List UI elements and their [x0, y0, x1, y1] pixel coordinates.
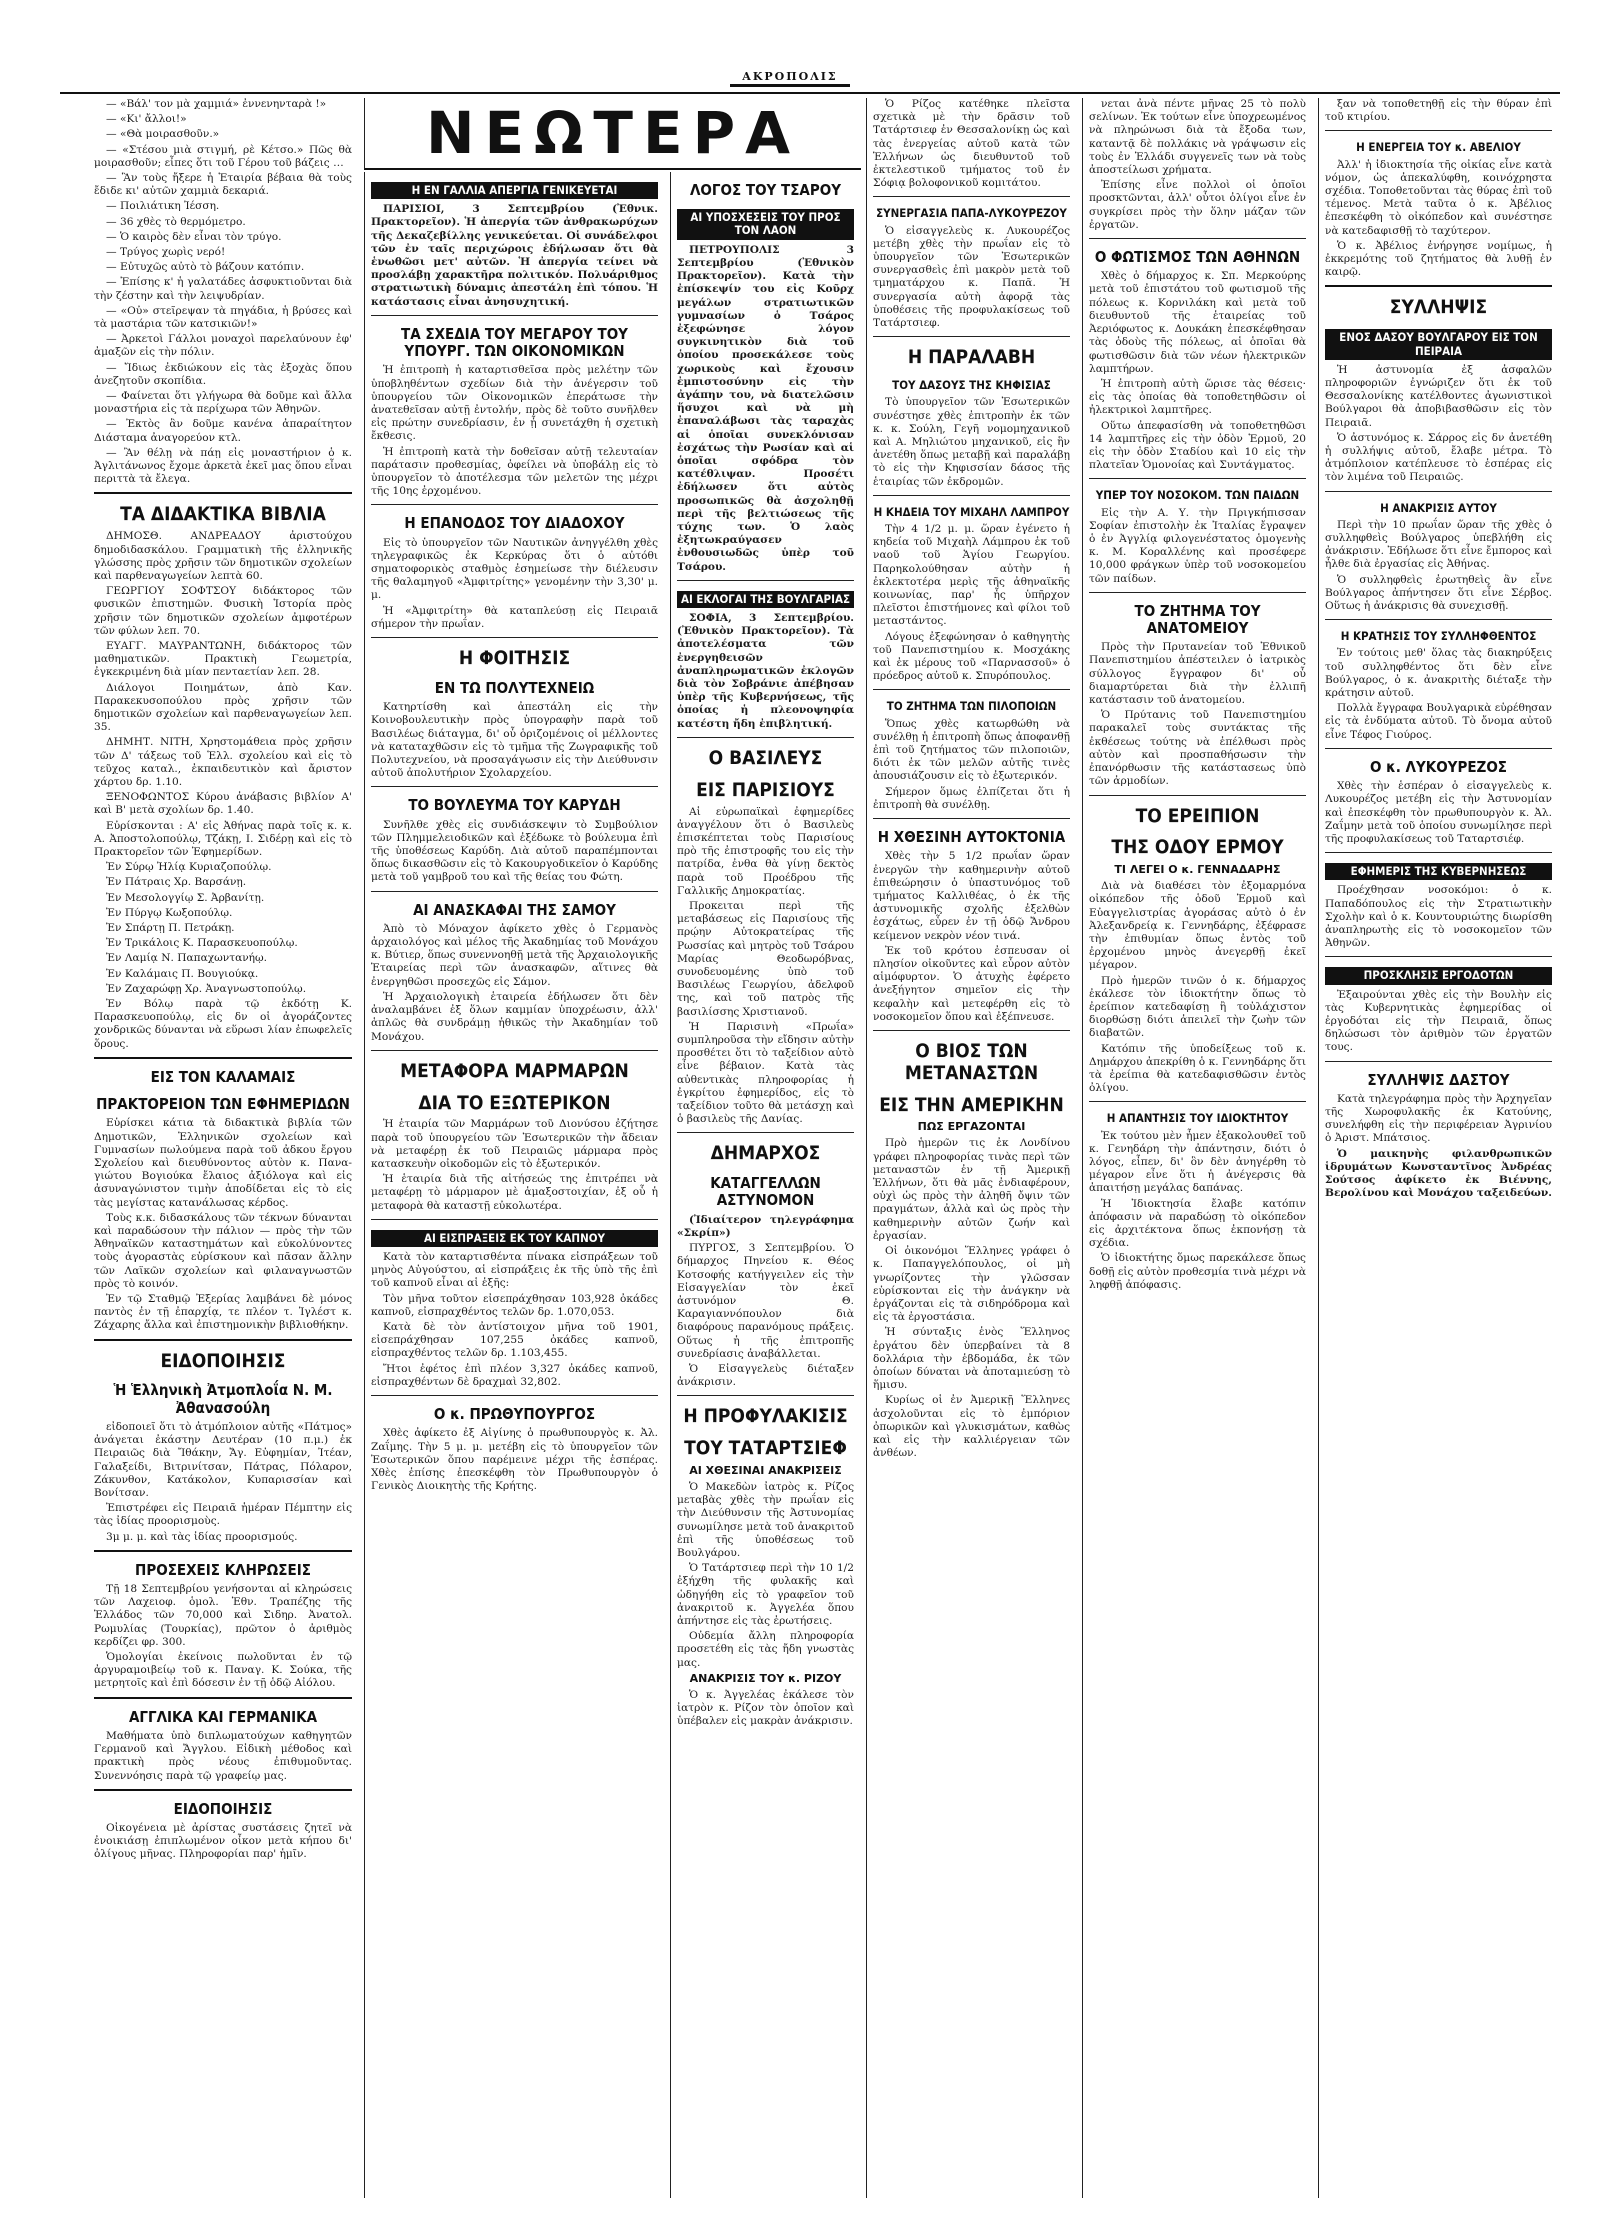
article-paragraph: Ἐν τῷ Σταθμῷ Ἐξερίας λαμβάνει δὲ μόνος παντὸς ἐν τῇ ἐπαρχίᾳ, τε πλέον τ. Ἰγλέστ κ. Ζάχαρης ἄλλα καὶ ἐπιστημονικὴν βιβλιοθήκην. — [94, 1292, 352, 1332]
section-rule — [677, 737, 854, 738]
section-rule — [1325, 1061, 1552, 1062]
article-paragraph: ΓΕΩΡΓΙΟΥ ΣΟΦΤΣΟΥ διδάκτορος τῶν φυσικῶν ἐπιστημῶν. Φυσικὴ Ἱστορία πρὸς χρῆσιν τῶν δημοτικῶν σχολείων ἀμφοτέρων τῶν φύλων λεπ. 70. — [94, 585, 352, 637]
headline-diadoxos: Η ΕΠΑΝΟΔΟΣ ΤΟΥ ΔΙΑΔΟΧΟΥ — [404, 514, 625, 533]
article-paragraph: Πρὸς τὴν Πρυτανείαν τοῦ Ἐθνικοῦ Πανεπιστημίου ἀπέστειλεν ὁ ἰατρικὸς σύλλογος ἔγγραφον δι' οὗ διαμαρτύρεται διὰ τὴν ἐλλιπῆ κατάστασιν τοῦ ἀνατομείου. — [1089, 641, 1306, 707]
article-paragraph: Ὁ εἰσαγγελεὺς κ. Λυκουρέζος μετέβη χθὲς τὴν πρωΐαν εἰς τὸ ὑπουργεῖον τῶν Ἐσωτερικῶν συνεργασθεὶς ἐπὶ μακρὸν μετὰ τοῦ τμηματάρχου κ. Παπᾶ. Ἡ συνεργασία αὐτὴ ἀφορᾷ τὰς ὑποθέσεις τῆς προφυλακίσεως τοῦ Τατάρτσιεφ. — [873, 224, 1070, 330]
article-paragraph: Ὅπως χθὲς κατωρθώθη νὰ συνέλθῃ ἡ ἐπιτροπὴ ὅπως ἀποφανθῇ ἐπὶ τοῦ ζητήματος τῶν πιλοποιῶν, διότι ἐκ τῶν μελῶν αὐτῆς τινὲς ἀπουσιάζουσιν εἰς τὸ ἐξωτερικόν. — [873, 717, 1070, 783]
section-rule — [371, 1395, 658, 1396]
article-paragraph: Διὰ νὰ διαθέσει τὸν ἐξομαρμόνα οἰκόπεδον τῆς ὁδοῦ Ἑρμοῦ καὶ Εὐαγγελιστρίας ἀγοράσας αὐτὸ ὁ ἐν Ἀλεξανδρείᾳ κ. Γεννηδάρης, ἐξέφρασε τὴν ἐπιθυμίαν ὅπως ἐντὸς τοῦ ἐρχομένου μηνὸς ἀνεγερθῇ ἐκεῖ μέγαρον. — [1089, 880, 1306, 972]
gossip-lines — [94, 98, 352, 486]
headline-tsaros: ΛΟΓΟΣ ΤΟΥ ΤΣΑΡΟΥ — [689, 181, 842, 199]
gossip-line: — Ἂν τοὺς ἤξερε ἡ Ἑταιρία βέβαια θὰ τοὺς ἔδιδε κι' αὐτῶν χαμμιὰ δεκαριά. — [94, 172, 352, 198]
column-6 — [1318, 98, 1558, 2198]
article-paragraph: Ἡ Ἀρχαιολογικὴ ἑταιρεία ἐδήλωσεν ὅτι δὲν ἀναλαμβάνει ἐξ ὅλων καμμίαν ὑποχρέωσιν, ἀλλ' ἁπλῶς θὰ συνδράμῃ ἠθικῶς τὴν Ἀκαδημίαν τοῦ Μονάχου. — [371, 990, 658, 1043]
article-paragraph: Ἡ Ἰδιοκτησία ἔλαβε κατόπιν ἀπόφασιν νὰ παραδώσῃ τὸ οἰκόπεδον εἰς ἀρχιτέκτονα ὅπως ἐκπονήσῃ τὰ σχέδια. — [1089, 1197, 1306, 1250]
section-rule — [371, 1050, 658, 1051]
article-paragraph: Ὁ μαικηνὴς φιλανθρωπικῶν ἱδρυμάτων Κωνσταντῖνος Ἀνδρέας Σούτσος ἀφίκετο ἐκ Βιέννης, Βερολίνου καὶ Μονάχου ταξειδεύων. — [1325, 1147, 1552, 1200]
article-paragraph: 3μ μ. μ. καὶ τὰς ἰδίας προορισμούς. — [106, 1530, 298, 1543]
section-rule — [94, 1789, 352, 1791]
headline-lykourezos: Ο κ. ΛΥΚΟΥΡΕΖΟΣ — [1369, 757, 1508, 776]
headline-aftoktonia: Η ΧΘΕΣΙΝΗ ΑΥΤΟΚΤΟΝΙΑ — [877, 828, 1066, 847]
section-rule — [1089, 1101, 1306, 1102]
article-paragraph: Τὴν 4 1/2 μ. μ. ὥραν ἐγένετο ἡ κηδεία τοῦ Μιχαὴλ Λάμπρου ἐκ τοῦ ναοῦ τοῦ Ἁγίου Γεωργίου. Παρηκολούθησαν αὐτὴν ἡ ἐκλεκτοτέρα μερὶς τῆς ἀθηναϊκῆς κοινωνίας, παρ' ἧς ὑπῆρχον πλεῖστοι ἐπιστήμονες καὶ φίλοι τοῦ μεταστάντος. — [873, 522, 1070, 628]
article-paragraph: Ἐκ τοῦ κρότου ἐσπευσαν οἱ πλησίον οἰκοῦντες καὶ εὗρον αὐτὸν αἱμόφυρτον. Ὁ ἀτυχὴς ἐφέρετο ἀνεξήγητον σημεῖον εἰς τὴν κεφαλὴν καὶ μετεφέρθη εἰς τὸ νοσοκομεῖον ὅπου καὶ ἐξέπνευσε. — [873, 944, 1070, 1023]
headline-fotismos: Ο ΦΩΤΙΣΜΟΣ ΤΩΝ ΑΘΗΝΩΝ — [1094, 248, 1301, 267]
gossip-line: — Ἐπίσης κ' ἡ γαλατάδες ἀσφυκτιοῦνται διὰ τὴν ζέστην καὶ τὴν λειψυδρίαν. — [94, 276, 352, 302]
section-rule — [1325, 491, 1552, 492]
headline-dimarxos-sub: ΚΑΤΑΓΓΕΛΛΩΝ ΑΣΤΥΝΟΜΟΝ — [710, 1174, 821, 1210]
article-paragraph: ΠΑΡΙΣΙΟΙ, 3 Σεπτεμβρίου (Ἐθνικ. Πρακτορεῖον). Ἡ ἀπεργία τῶν ἀνθρακωρύχων τῆς Δεκαζεβίλλης γενικεύεται. Οἱ συνάδελφοι τῶν ἐν ταῖς περιχώροις ἐδήλωσαν ὅτι θὰ ἑνωθῶσι μετ' αὐτῶν. Ἡ ἀπεργία τείνει νὰ προσλάβῃ χαρακτῆρα πολιτικόν. Πολυάριθμος στρατιωτικὴ δύναμις ἀπεστάλη ἐπὶ τόπου. Ἡ κατάστασις εἶναι ἀνησυχητική. — [371, 203, 658, 308]
article-paragraph: Εἰς τὴν Α. Υ. τὴν Πριγκήπισσαν Σοφίαν ἐπιστολὴν ἐκ Ἰταλίας ἔγραψεν ὁ ἐν Ἀγγλίᾳ φιλογενέστατος ὁμογενὴς κ. Μ. Κοραλλένης καὶ προσέφερε 10,000 φράγκων ὑπὲρ τοῦ νοσοκομείου τῶν παίδων. — [1089, 506, 1306, 585]
article-paragraph: Ὁ συλληφθεὶς ἐρωτηθεὶς ἂν εἶνε Βούλγαρος ἀπήντησεν ὅτι εἶνε Σέρβος. Οὕτως ἡ ἀνάκρισις θὰ συνεχισθῇ. — [1325, 573, 1552, 612]
article-paragraph: Ἡ ἑταιρία τῶν Μαρμάρων τοῦ Διονύσου ἐζήτησε παρὰ τοῦ ὑπουργείου τῶν Ἐσωτερικῶν τὴν ἄδειαν νὰ μεταφέρῃ ἐκ τοῦ Πειραιῶς μάρμαρα πρὸς κατασκευὴν οἰκοδομῶν εἰς τὸ ἐξωτερικόν. — [371, 1118, 658, 1170]
section-rule — [1325, 852, 1552, 853]
article-paragraph: Ἐν Σπάρτῃ Π. Πετράκῃ. — [106, 922, 235, 935]
article-paragraph: Ὁ κ. Ἀβέλιος ἐνήργησε νομίμως, ἡ ἐκκρεμότης τοῦ ζητήματος θὰ λυθῇ ἐν καιρῷ. — [1325, 239, 1552, 279]
article-paragraph: Ἡ ἐπιτροπὴ αὐτὴ ὥρισε τὰς θέσεις· εἰς τὰς ὁποίας θὰ τοποθετηθῶσιν οἱ ἠλεκτρικοὶ λαμπτῆρες. — [1089, 377, 1306, 417]
gossip-line: — Ποιλιάτικη Ἰέσση. — [106, 200, 220, 213]
article-paragraph: Ὁ κ. Ἀγγελέας ἐκάλεσε τὸν ἰατρὸν κ. Ρίζον τὸν ὁποῖον καὶ ὑπέβαλεν εἰς μακρὰν ἀνάκρισιν. — [677, 1688, 854, 1728]
article-paragraph: Τοὺς κ.κ. διδασκάλους τῶν τέκνων δύνανται καὶ παραδώσουν τὴν πάλιον — πρὸς τὴν τῶν Ἀθηναϊκῶν καταστημάτων καὶ εὐκολύνοντες τοὺς ἀγοραστὰς εὑρίσκουν καὶ πᾶσαν ἄλλην τῶν Λαϊκῶν σχολείων καὶ φιλαναγνωστῶν πρὸς τὸ κοινόν. — [94, 1211, 352, 1290]
article-paragraph: Οἰκογένεια μὲ ἀρίστας συστάσεις ζητεῖ νὰ ἐνοικιάσῃ ἐπιπλωμένον οἶκον μετὰ κήπου δι' ὀλίγους μῆνας. Πληροφορίαι παρ' ἡμῖν. — [94, 1821, 352, 1861]
article-paragraph: Εὐρίσκονται : Α' εἰς Ἀθήνας παρὰ τοῖς κ. κ. Α. Ἀποστολοπούλῳ, Τζάκῃ, Ι. Σιδέρῃ καὶ εἰς τὸ Πρακτορεῖον τῶν Ἐφημερίδων. — [94, 819, 352, 858]
subheadline: ΑΝΑΚΡΙΣΙΣ ΤΟΥ κ. ΡΙΖΟΥ — [689, 1671, 842, 1685]
headline-apantisis: Η ΑΠΑΝΤΗΣΙΣ ΤΟΥ ΙΔΙΟΚΤΗΤΟΥ — [1106, 1111, 1289, 1126]
article-paragraph: Λόγους ἐξεφώνησαν ὁ καθηγητὴς τοῦ Πανεπιστημίου κ. Μοσχάκης καὶ ἐκ μέρους τοῦ «Παρνασσοῦ» ὁ πρόεδρος αὐτοῦ κ. Σπυρόπουλος. — [873, 630, 1070, 683]
article-paragraph: Ἐν Σύρῳ Ἠλίᾳ Κυριαζοπούλῳ. — [106, 861, 272, 874]
headline-eidopoiisis: ΕΙΔΟΠΟΙΗΣΙΣ — [160, 1349, 286, 1372]
section-rule — [677, 580, 854, 581]
article-paragraph: Ἀλλ' ἡ ἰδιοκτησία τῆς οἰκίας εἶνε κατὰ νόμον, ὡς ἀπεκαλύφθη, κοινόχρηστα σχέδια. Τοποθετοῦνται τὰς θύρας ἐπὶ τοῦ τέμενος. Μετὰ ταῦτα ὁ κ. Ἀβέλιος ἐπεσκέφθη τὸ οἰκόπεδον καὶ συνέστησε νὰ κατεδαφισθῇ τὸ ταχύτερον. — [1325, 158, 1552, 237]
gossip-line: — Ὁ καιρὸς δὲν εἶναι τὸν τρύγο. — [106, 230, 282, 243]
article-paragraph: Ἐν Ζαχαρώφῃ Χρ. Ἀναγνωστοπούλῳ. — [106, 982, 307, 995]
section-rule — [371, 786, 658, 787]
headline-profylaxis: Η ΠΡΟΦΥΛΑΚΙΣΙΣ — [683, 1405, 848, 1428]
gossip-line: — Ἂν θέλῃ νὰ πάῃ εἰς μοναστήριον ὁ κ. Ἀγλιτάνωνος ἔχομε ἀρκετὰ ἐκεῖ μας ὅπου εἶναι περιττὰ τὰ ἔλεγα. — [94, 446, 352, 486]
article-paragraph: Ὁ Τατάρτσιεφ περὶ τὴν 10 1/2 ἐξήχθη τῆς φυλακῆς καὶ ὡδηγήθη εἰς τὸ γραφεῖον τοῦ ἀνακριτοῦ κ. Ἀγγελέα ὅπου ἀπήντησε εἰς τὰς ἐρωτήσεις. — [677, 1562, 854, 1628]
headline-ereipion: ΤΟ ΕΡΕΙΠΙΟΝ — [1135, 804, 1260, 827]
article-paragraph: Ὁ ἀστυνόμος κ. Σάρρος εἰς δν ἀνετέθη ἡ συλλήψις αὐτοῦ, ἔλαβε μέτρα. Τὸ ἀτμόπλοιον κατέπλευσε τὸ ἑσπέρας εἰς τὸν λιμένα τοῦ Πειραιῶς. — [1325, 431, 1552, 484]
article-paragraph: ΠΕΤΡΟΥΠΟΛΙΣ 3 Σεπτεμβρίου (Ἐθνικὸν Πρακτορεῖον). Κατὰ τὴν ἐπίσκεψίν του εἰς Κοῦρχ μεγάλων στρατιωτικῶν γυμνασίων ὁ Τσάρος ἐξεφώνησε λόγον συγκινητικὸν διὰ τοῦ ὁποίου προσεκάλεσε τοὺς χωρικοὺς καὶ ἔχουσιν ἐμπιστοσύνην εἰς τὴν ἀγάπην του, νὰ διατελῶσιν ἥσυχοι καὶ νὰ μὴ ἐπαναλάβωσι τὰς ταραχὰς αἱ ὁποῖαι συνεκλόνισαν ἐσχάτως τὴν Ρωσίαν καὶ αἱ ὁποῖαι σφόδρα τὸν κατέθλιψαν. Προσέτι ἐδήλωσεν ὅτι αὐτὸς προσωπικῶς θὰ ἀσχοληθῇ περὶ τῆς βελτιώσεως τῆς τύχης των. Ὁ λαὸς ἐξητωκραύγασεν ἐνθουσιωδῶς ὑπὲρ τοῦ Τσάρου. — [677, 243, 854, 573]
article-paragraph: Πρὸ ἡμερῶν τις ἐκ Λονδίνου γράφει πληροφορίας τινὰς περὶ τῶν μεταναστῶν ἐν τῇ Ἀμερικῇ Ἑλλήνων, ὅτι θὰ μᾶς ἐνδιαφέρουν, οὐχὶ ὡς πρὸς τὴν ἀληθῆ ὄψιν τῶν πραγμάτων, ἀλλὰ καὶ ὡς πρὸς τὴν καθημερινὴν αὐτῶν ζωήν καὶ ἐργασίαν. — [873, 1137, 1070, 1242]
section-rule — [94, 1550, 352, 1552]
gossip-line: — 36 χθὲς τὸ θερμόμετρο. — [106, 215, 246, 228]
section-rule — [371, 504, 658, 505]
column-5 — [1082, 98, 1312, 2198]
gossip-line: — Εὐτυχῶς αὐτὸ τὸ βάζουν κατόπιν. — [106, 261, 305, 274]
headline-paralavi-sub: ΤΟΥ ΔΑΣΟΥΣ ΤΗΣ ΚΗΦΙΣΙΑΣ — [892, 378, 1051, 393]
article-paragraph: Ἐπίσης εἶνε πολλοὶ οἱ ὁποῖοι προσκτῶνται, ἀλλ' οὗτοι ὀλίγοι εἶνε ἐν συγκρίσει πρὸς τὴν ὅλην μάζαν τῶν ἐργατῶν. — [1089, 179, 1306, 231]
section-rule — [1089, 478, 1306, 479]
headline-kaloriseis: ΠΡΟΣΕΧΕΙΣ ΚΛΗΡΩΣΕΙΣ — [135, 1560, 311, 1579]
subheadline: ΑΙ ΧΘΕΣΙΝΑΙ ΑΝΑΚΡΙΣΕΙΣ — [689, 1464, 842, 1478]
headline-ergodotwn: ΠΡΟΣΚΛΗΣΙΣ ΕΡΓΟΔΟΤΩΝ — [1325, 967, 1552, 984]
section-rule — [1325, 619, 1552, 620]
article-paragraph: Ἐξαιρούνται χθὲς εἰς τὴν Βουλὴν εἰς τὰς Κυβερνητικὰς ἐφημερίδας οἱ ἐργοδόται εἰς τὴν Πειραιᾶ, ὅπως δηλώσωσι τὸν ἀριθμὸν τῶν ἐργατῶν τους. — [1325, 988, 1552, 1054]
article-paragraph: Χθὲς τὴν ἑσπέραν ὁ εἰσαγγελεὺς κ. Λυκουρέζος μετέβη εἰς τὴν Ἀστυνομίαν καὶ ἐπεσκέφθη τὸν πρωθυπουργὸν κ. Ἀλ. Ζαΐμην μετὰ τοῦ ὁποίου συνωμίλησε περὶ τῆς προφυλακίσεως τοῦ Ταταρτσιέφ. — [1325, 780, 1552, 845]
article-paragraph: Οὕτω ἀπεφασίσθη νὰ τοποθετηθῶσι 14 λαμπτῆρες εἰς τὴν ὁδὸν Ἑρμοῦ, 20 εἰς τὴν ὁδὸν Σταδίου καὶ 10 εἰς τὴν πλατεῖαν Ὁμονοίας καὶ Συντάγματος. — [1089, 419, 1306, 472]
headline-marmara: ΜΕΤΑΦΟΡΑ ΜΑΡΜΑΡΩΝ — [400, 1059, 629, 1082]
headline-kalamai: ΕΙΣ ΤΟΝ ΚΑΛΑΜΑΙΣ — [150, 1067, 296, 1086]
article-paragraph: Τὸν μῆνα τοῦτον εἰσεπράχθησαν 103,928 ὀκάδες καπνοῦ, εἰσπραχθέντος τελῶν δρ. 1.070,053. — [371, 1292, 658, 1318]
headline-dimarxos: ΔΗΜΑΡΧΟΣ — [710, 1142, 821, 1165]
headline-vasilefs: Ο ΒΑΣΙΛΕΥΣ — [708, 746, 823, 769]
article-paragraph: εἰδοποιεῖ ὅτι τὸ ἀτμόπλοιον αὐτῆς «Πάτμος» ἀνάγεται ἐκάστην Δευτέραν (10 π.μ.) ἐκ Πειραιῶς διὰ Ἴθάκην, Ἄγ. Εὐφημίαν, Ἰτέαν, Γαλαξείδι, Βιτρινίτσαν, Πάτρας, Πόλαρον, Ζάκυνθον, Κατάκολον, Κυπαρισσίαν καὶ Βονίτσαν. — [94, 1420, 352, 1499]
article-paragraph: ξαν νὰ τοποθετηθῇ εἰς τὴν θύραν ἐπὶ τοῦ κτιρίου. — [1325, 98, 1552, 124]
column-2 — [364, 172, 664, 2198]
article-paragraph: ΠΥΡΓΟΣ, 3 Σεπτεμβρίου. Ὁ δήμαρχος Πηνείου κ. Θέος Κοτσοφής κατήγγειλεν εἰς τὴν Εἰσαγγελίαν τὸν ἐκεῖ ἀστυνόμον Θ. Καραγιαννόπουλον διὰ διαφόρους παρανόμους πράξεις. Οὕτως ἡ τῆς ἐπιτροπῆς συνεδρίασις ἀναβάλλεται. — [677, 1242, 854, 1360]
section-rule — [677, 1395, 854, 1396]
article-paragraph: Ἡ ἐπιτροπὴ ἡ καταρτισθεῖσα πρὸς μελέτην τῶν ὑποβληθέντων σχεδίων διὰ τὴν ἀνέγερσιν τοῦ ὑπουργείου τῶν Οἰκονομικῶν ἐπεράτωσε τὴν ἀνατεθεῖσαν αὐτῇ ἐντολήν, πρὸς δὲ τοῦτο συνῆλθεν εἰς πρώτην συνεδρίασιν, ἐν ᾗ συνετάχθη ἡ σχετικὴ ἔκθεσις. — [371, 364, 658, 443]
article-paragraph: Ἡ Παρισινὴ «Πρωΐα» συμπληροῦσα τὴν εἴδησιν αὐτὴν προσθέτει ὅτι τὸ ταξείδιον αὐτὸ εἶνε βέβαιον. Κατὰ τὰς αὐθεντικὰς πληροφορίας ἡ ἐγκρίτου ἐφημερίδος, εἰς τὸ ταξείδιον τοῦτο θὰ μετάσχῃ καὶ ὁ βασιλεὺς τῆς Δανίας. — [677, 1020, 854, 1126]
section-rule — [371, 891, 658, 892]
headline-vasilefs-sub: ΕΙΣ ΠΑΡΙΣΙΟΥΣ — [696, 778, 835, 801]
section-rule — [873, 818, 1070, 819]
section-rule — [94, 1057, 352, 1059]
subheadline: ΤΙ ΛΕΓΕΙ Ο κ. ΓΕΝΝΑΔΑΡΗΣ — [1114, 863, 1281, 877]
headline-energeia: Η ΕΝΕΡΓΕΙΑ ΤΟΥ κ. ΑΒΕΛΙΟΥ — [1356, 140, 1521, 155]
section-rule — [1089, 592, 1306, 593]
headline-samos: ΑΙ ΑΝΑΣΚΑΦΑΙ ΤΗΣ ΣΑΜΟΥ — [413, 900, 616, 919]
article-paragraph: Κυρίως οἱ ἐν Ἀμερικῇ Ἕλληνες ἀσχολοῦνται εἰς τὸ ἐμπόριον ὀπωρικῶν καὶ γλυκισμάτων, καθὼς καὶ εἰς τὴν καλλιέργειαν τῶν ἀνθέων. — [873, 1394, 1070, 1460]
article-paragraph: ΣΟΦΙΑ, 3 Σεπτεμβρίου. (Ἐθνικὸν Πρακτορεῖον). Τὰ ἀποτελέσματα τῶν ἐνεργηθεισῶν ἀναπληρωματικῶν ἐκλογῶν διὰ τὸν Σοβράνιε ἀπέβησαν ὑπὲρ τῆς Κυβερνήσεως, τῆς ὁποίας ἡ πλεονοψηφία κατέστη ἤδη ἐπιβλητική. — [677, 611, 854, 730]
headline-kiideia: Η ΚΗΔΕΙΑ ΤΟΥ ΜΙΧΑΗΛ ΛΑΜΠΡΟΥ — [873, 504, 1070, 519]
headline-megaron: ΤΑ ΣΧΕΔΙΑ ΤΟΥ ΜΕΓΑΡΟΥ ΤΟΥ ΥΠΟΥΡΓ. ΤΩΝ ΟΙΚΟΝΟΜΙΚΩΝ — [401, 324, 628, 361]
gossip-line: — «Θὰ μοιρασθοῦν.» — [106, 128, 220, 141]
headline-metanastai-sub: ΕΙΣ ΤΗΝ ΑΜΕΡΙΚΗΝ — [879, 1093, 1064, 1116]
section-rule — [1325, 956, 1552, 957]
article-paragraph: Ἐν Πάτραις Χρ. Βαρσάνῃ. — [106, 876, 247, 889]
headline-synergasia: ΣΥΝΕΡΓΑΣΙΑ ΠΑΠΑ-ΛΥΚΟΥΡΕΖΟΥ — [876, 206, 1067, 221]
gossip-line: — «Κι' ἄλλοι!» — [106, 113, 187, 126]
article-paragraph: ΔΗΜΗΤ. ΝΙΤΗ, Χρηστομάθεια πρὸς χρῆσιν τῶν Δ' τάξεως τοῦ Ἑλλ. σχολείου καὶ εἰς τὸ τεῦχος καταλ., ἐκπαιδευτικὸν καὶ ἄριστον χάρτου δρ. 1.10. — [94, 736, 352, 788]
gossip-line: — Ἐκτὸς ἂν δοῦμε κανένα ἀπαραίτητον Διάσταμα ἀναγορεύον κτλ. — [94, 418, 352, 444]
headline-kratisis: Η ΚΡΑΤΗΣΙΣ ΤΟΥ ΣΥΛΛΗΦΘΕΝΤΟΣ — [1340, 629, 1537, 644]
section-rule — [1325, 285, 1552, 287]
article-paragraph: Ἐν Καλάμαις Π. Βουγιούκᾳ. — [106, 967, 259, 980]
article-paragraph: Ἡ «Ἀμφιτρίτη» θὰ καταπλεύσῃ εἰς Πειραιᾶ σήμερον τὴν πρωΐαν. — [371, 604, 658, 630]
gossip-line: — Φαίνεται ὅτι γλήγωρα θὰ δοῦμε καὶ ἄλλα μοναστήρια εἰς τὰ περίχωρα τῶν Ἀθηνῶν. — [94, 390, 352, 416]
article-paragraph: Αἱ εὐρωπαϊκαὶ ἐφημερίδες ἀναγγέλουν ὅτι ὁ Βασιλεὺς ἐπισκέπτεται τοὺς Παρισίους πρὸ τῆς ἐπιστροφῆς του εἰς τὴν πατρίδα, ἐνθα θὰ γίνῃ δεκτὸς παρὰ τοῦ Προέδρου τῆς Γαλλικῆς Δημοκρατίας. — [677, 805, 854, 897]
article-paragraph: Χθὲς ἀφίκετο ἐξ Αἰγίνης ὁ πρωθυπουργὸς κ. Ἀλ. Ζαΐμης. Τὴν 5 μ. μ. μετέβη εἰς τὸ ὑπουργεῖον τῶν Ἐσωτερικῶν ὅπου παρέμεινε μέχρι τῆς ἑσπέρας. Χθὲς ἐπίσης ἐπεσκέφθη τὸν Πρωθυπουργὸν ὁ Γενικὸς Διοικητὴς τῆς Κρήτης. — [371, 1427, 658, 1493]
section-rule — [1325, 130, 1552, 131]
article-paragraph: Κατὰ τηλεγράφημα πρὸς τὴν Ἀρχηγεῖαν τῆς Χωροφυλακῆς ἐκ Κατούνης, συνελήφθη εἰς τὴν περιφέρειαν Ἀγρινίου ὁ Ἀριστ. Μπάτσιος. — [1325, 1092, 1552, 1145]
section-rule — [873, 196, 1070, 197]
article-paragraph: Προκειται περὶ τῆς μεταβάσεως εἰς Παρισίους τῆς πρῴην Αὐτοκρατείρας τῆς Ρωσσίας καὶ μητρὸς τοῦ Τσάρου Μαρίας Θεοδωρόβνας, συνοδευομένης ὑπὸ τοῦ Βασιλέως Γεωργίου, ἀδελφοῦ της, καὶ τοῦ πατρὸς τῆς βασιλίσσης Χριστιανοῦ. — [677, 899, 854, 1018]
headline-atmoploia: Ἡ Ἑλληνικὴ Ἀτμοπλοΐα Ν. Μ. Ἀθανασούλη — [113, 1381, 333, 1417]
section-rule — [94, 1697, 352, 1699]
article-paragraph: Ὁ Πρύτανις τοῦ Πανεπιστημίου παρακαλεῖ τοὺς συντάκτας τῆς ἐκθέσεως τούτης νὰ ἐπέλθωσι πρὸς αὐτὸν καὶ προσπαθήσωσιν τὴν ἐπανόρθωσιν τῆς κατάστασεως ὑπὸ τῶν ἀρμοδίων. — [1089, 709, 1306, 788]
section-rule — [873, 689, 1070, 690]
article-paragraph: Εὑρίσκει κάτια τὰ διδακτικὰ βιβλία τῶν Δημοτικῶν, Ἑλληνικῶν σχολείων καὶ Γυμνασίων πωλούμενα παρὰ τοῦ ἀδκου ἔργου Σχολείου καὶ διευθύνοντος αὐτὸν κ. Πανα- γιώτου Βογιούκα ἔλαιος ἀξιόλογα καὶ εἰς ἀσυναγώνιστον τιμὴν ἀποδίδεται εἰς τὸ εἰς τὰς μεγίστας κατανάλωσας κέρδος. — [94, 1117, 352, 1209]
article-paragraph: (Ἰδιαίτερον τηλεγράφημα «Σκρίπ») — [677, 1213, 854, 1239]
article-paragraph: Ἐν τούτοις μεθ' ὅλας τὰς διακηρύξεις τοῦ συλληφθέντος ὅτι δὲν εἶνε Βούλγαρος, ὁ κ. ἀνακριτὴς διέταξε τὴν κράτησιν αὐτοῦ. — [1325, 647, 1552, 700]
article-paragraph: Ἡ ἀστυνομία ἐξ ἀσφαλῶν πληροφοριῶν ἐγνώριζεν ὅτι ἐκ τοῦ Θεσσαλονίκης κατέλθοντες ἀγωνιστικοὶ Βούλγαροι θὰ ἀποβιβασθῶσιν εἰς τὸν Πειραιᾶ. — [1325, 363, 1552, 429]
section-rule — [371, 637, 658, 638]
section-rule — [1089, 238, 1306, 239]
article-paragraph: Ἐν Τρικάλοις Κ. Παρασκευοπούλῳ. — [106, 937, 298, 950]
column-4 — [866, 98, 1076, 2198]
article-paragraph: νεται ἀνὰ πέντε μῆνας 25 τὸ πολὺ σελίνων. Ἐκ τούτων εἶνε ὑποχρεωμένος νὰ πληρώνωσι διὰ τὰ ἔξοδα των, καταντᾷ δὲ πολλάκις νὰ γράψωσιν εἰς τοὺς ἐν Ἑλλάδι συγγενεῖς των νὰ τοὺς ἀποστείλωσι χρήματα. — [1089, 98, 1306, 177]
article-paragraph: Ἐν Πύργῳ Κωξοπούλῳ. — [106, 906, 233, 919]
headline-kyverniseos: ΕΦΗΜΕΡΙΣ ΤΗΣ ΚΥΒΕΡΝΗΣΕΩΣ — [1325, 863, 1552, 880]
article-paragraph: Κατὰ τὸν καταρτισθέντα πίνακα εἰσπράξεων τοῦ μηνὸς Αὐγούστου, αἱ εἰσπράξεις ἐκ τῆς ὑπὸ τῆς ἐπὶ τοῦ καπνοῦ εἶναι αἱ ἑξῆς: — [371, 1251, 658, 1290]
article-paragraph: Συνῆλθε χθὲς εἰς συνδιάσκεψιν τὸ Συμβούλιον τῶν Πλημμελειοδικῶν καὶ ἐξέδωκε τὸ βούλευμα ἐπὶ τῆς ὑποθέσεως Καρύδη. Διὰ αὐτοῦ παραπέμπονται ὅπως δικασθῶσιν εἰς τὸ Κακουργοδικεῖον ὁ Καρύδης μετὰ τοῦ γαμβροῦ του καὶ τῆς θείας του Φώτη. — [371, 818, 658, 884]
column-3 — [670, 172, 860, 2198]
headline-tsaros-sub: ΑΙ ΥΠΟΣΧΕΣΕΙΣ ΤΟΥ ΠΡΟΣ ΤΟΝ ΛΑΟΝ — [677, 209, 854, 239]
article-paragraph: Εἰς τὸ ὑπουργεῖον τῶν Ναυτικῶν ἀνηγγέλθη χθὲς τηλεγραφικῶς ἐκ Κερκύρας ὅτι ὁ αὐτόθι σηματοφορικὸς σταθμὸς ἐσημείωσε τὴν διέλευσιν τῆς θαλαμηγοῦ «Ἀμφιτρίτης» γενομένην τὴν 3,30' μ. μ. — [371, 536, 658, 602]
section-rule — [94, 492, 352, 494]
article-paragraph: Ἐν Μεσολογγίῳ Σ. Ἀρβανίτῃ. — [106, 891, 265, 904]
section-logo: ΝΕΩΤΕΡΑ — [425, 99, 801, 167]
section-rule — [371, 1219, 658, 1220]
subheadline: ΠΩΣ ΕΡΓΑΖΟΝΤΑΙ — [917, 1120, 1026, 1134]
article-paragraph: Τῇ 18 Σεπτεμβρίου γενήσονται αἱ κληρώσεις τῶν Λαχειοφ. ὁμολ. Ἐθν. Τραπέζης τῆς Ἑλλάδος τῶν 70,000 καὶ Σιδηρ. Ἀνατολ. Ρωμυλίας (Τουρκίας), πρῶτον ὁ ἀριθμὸς κερδίζει φρ. 300. — [94, 1583, 352, 1648]
article-paragraph: Σήμερον ὅμως ἐλπίζεται ὅτι ἡ ἐπιτροπὴ θὰ συνέλθῃ. — [873, 785, 1070, 811]
headline-protothipourgos: Ο κ. ΠΡΩΘΥΠΟΥΡΓΟΣ — [433, 1405, 596, 1424]
article-paragraph: Ὁ Μακεδὼν ἰατρὸς κ. Ρίζος μεταβὰς χθὲς τὴν πρωΐαν εἰς τὴν Διεύθυνσιν τῆς Ἀστυνομίας συνωμίλησε μετὰ τοῦ ἀνακριτοῦ ἐπὶ τῆς ὑποθέσεως τοῦ Βουλγάρου. — [677, 1481, 854, 1560]
header-rule — [60, 92, 1560, 94]
section-rule — [1325, 748, 1552, 749]
section-rule — [873, 336, 1070, 337]
section-rule — [873, 495, 1070, 496]
article-paragraph: Πρὸ ἡμερῶν τινῶν ὁ κ. δήμαρχος ἐκάλεσε τὸν ἰδιοκτήτην ὅπως τὸ ἐρείπιον κατεδαφίσῃ ἢ τοὐλάχιστον διορθώσῃ διότι ἀπειλεῖ τὴν ζωὴν τῶν διαβατῶν. — [1089, 974, 1306, 1040]
article-paragraph: Ἡ ἑταιρία διὰ τῆς αἰτήσεώς της ἐπιτρέπει νὰ μεταφέρῃ τὸ μάρμαρον μὲ ἁμαξοστοιχίαν, ἐξ οὗ ἡ μεταφορὰ θὰ καταστῇ εὐκολωτέρα. — [371, 1173, 658, 1212]
article-paragraph: Διάλογοι Ποιημάτων, ἀπὸ Καν. Παρακεκυσοπούλου πρὸς χρῆσιν τῶν δημοτικῶν σχολείων καὶ παρθεναγωγείων λεπ. 35. — [94, 681, 352, 734]
headline-profylaxis-sub: ΤΟΥ ΤΑΤΑΡΤΣΙΕΦ — [684, 1437, 847, 1460]
article-paragraph: ΞΕΝΟΦΩΝΤΟΣ Κύρου ἀνάβασις βιβλίον Α' καὶ Β' μετὰ σχολίων δρ. 1.40. — [94, 791, 352, 817]
headline-aggliaka: ΑΓΓΛΙΚΑ ΚΑΙ ΓΕΡΜΑΝΙΚΑ — [128, 1707, 318, 1726]
gossip-line: — Τρύγος χωρὶς νερό! — [106, 246, 226, 259]
headline-anakrisis: Η ΑΝΑΚΡΙΣΙΣ ΑΥΤΟΥ — [1380, 500, 1497, 515]
headline-ereipion-sub: ΤΗΣ ΟΔΟΥ ΕΡΜΟΥ — [1111, 836, 1284, 859]
headline-anatomeiou: ΤΟ ΖΗΤΗΜΑ ΤΟΥ ΑΝΑΤΟΜΕΙΟΥ — [1134, 601, 1261, 638]
headline-nosokomeio: ΥΠΕΡ ΤΟΥ ΝΟΣΟΚΟΜ. ΤΩΝ ΠΑΙΔΩΝ — [1095, 488, 1300, 503]
article-paragraph: Πολλὰ ἔγγραφα Βουλγαρικὰ εὑρέθησαν εἰς τὰ ἐνδύματα αὐτοῦ. Τὸ ὄνομα αὐτοῦ εἶνε Τέφος Γιούρος. — [1325, 702, 1552, 741]
gossip-line: — Ἀρκετοὶ Γάλλοι μοναχοὶ παρελαύνουν ἐφ' ἀμαξῶν εἰς τὴν πόλιν. — [94, 333, 352, 359]
article-paragraph: Προέχθησαν νοσοκόμοι: ὁ κ. Παπαδόπουλος εἰς τὴν Στρατιωτικὴν Σχολὴν καὶ ὁ κ. Κουντουριώτης διωρίσθη ἀναπληρωτὴς εἰς τὸ νοσοκομεῖον τῶν Ἀθηνῶν. — [1325, 884, 1552, 950]
headline-marmara-sub: ΔΙΑ ΤΟ ΕΞΩΤΕΡΙΚΟΝ — [418, 1091, 611, 1114]
headline-syllipsis: ΣΥΛΛΗΨΙΣ — [1389, 296, 1488, 319]
article-paragraph: ΕΥΑΓΓ. ΜΑΥΡΑΝΤΩΝΗ, διδάκτορος τῶν μαθηματικῶν. Πρακτικὴ Γεωμετρία, ἐγκεκριμένη διὰ μίαν πενταετίαν λεπ. 28. — [94, 639, 352, 679]
article-paragraph: Ὁμολογίαι ἐκείνοις πωλοῦνται ἐν τῷ ἀργυραμοιβείῳ τοῦ κ. Παναγ. Κ. Σούκα, τῆς μετρητοῖς καὶ ἐπὶ δόσεσιν ἐν τῇ ὁδῷ Αἰόλου. — [94, 1651, 352, 1690]
gossip-line: — «Οὐ» στεῖρεψαν τὰ πηγάδια, ἡ βρύσες καὶ τὰ μαστάρια τῶν κατσικιῶν!» — [94, 304, 352, 331]
headline-paralavi: Η ΠΑΡΑΛΑΒΗ — [907, 346, 1036, 369]
headline-syllipsis-sub: ΕΝΟΣ ΔΑΣΟΥ ΒΟΥΛΓΑΡΟΥ ΕΙΣ ΤΟΝ ΠΕΙΡΑΙΑ — [1325, 329, 1552, 359]
article-paragraph: Χθὲς τὴν 5 1/2 πρωΐαν ὥραν ἐνεργῶν τὴν καθημερινὴν αὐτοῦ ἐπιθεώρησιν ὁ ὑπαστυνόμος τοῦ τμήματος Καλλιθέας, ὁ ἐκ τῆς ἀστυνομικῆς σχολῆς ἐξελθὼν ἐσχάτως, εὗρεν ἐν τῇ ὁδῷ Ἄνδρου κείμενον νεκρὸν νέον τινά. — [873, 850, 1070, 942]
article-paragraph: Ὁ Εἰσαγγελεὺς διέταξεν ἀνάκρισιν. — [677, 1362, 854, 1389]
article-paragraph: Τὸ ὑπουργεῖον τῶν Ἐσωτερικῶν συνέστησε χθὲς ἐπιτροπὴν ἐκ τῶν κ. κ. Σούλη, Γεγῆ νομομηχανικοῦ καὶ Α. Μηλιώτου μηχανικοῦ, εἰς ἣν ἀνετέθη ὅπως μεταβῇ καὶ παραλάβῃ τὸ εἰς τὴν Κηφισσίαν δάσος τῆς ἑταιρίας τῶν ἐκδρομῶν. — [873, 396, 1070, 488]
section-rule — [677, 1132, 854, 1133]
article-paragraph: Μαθήματα ὑπὸ διπλωματούχων καθηγητῶν Γερμανοῦ καὶ Ἄγγλου. Εἰδικὴ μέθοδος καὶ πρακτικὴ πρὸς νέους ἐπιθυμοῦντας. Συνεννόησις παρὰ τῷ γραφείῳ μας. — [94, 1729, 352, 1782]
headline-foitisis: Η ΦΟΙΤΗΣΙΣ — [458, 647, 571, 670]
section-rule — [94, 1339, 352, 1341]
running-header: ΑΚΡΟΠΟΛΙΣ — [730, 70, 850, 87]
headline-gallia: Η ΕΝ ΓΑΛΛΙΑ ΑΠΕΡΓΙΑ ΓΕΝΙΚΕΥΕΤΑΙ — [371, 182, 658, 199]
article-paragraph: Ἐπιστρέφει εἰς Πειραιᾶ ἡμέραν Πέμπτην εἰς τὰς ἰδίας προορισμοὺς. — [94, 1502, 352, 1528]
section-rule — [1089, 795, 1306, 796]
headline-didaktika: ΤΑ ΔΙΔΑΚΤΙΚΑ ΒΙΒΛΙΑ — [120, 503, 326, 526]
article-paragraph: Ἀπὸ τὸ Μόναχον ἀφίκετο χθὲς ὁ Γερμανὸς ἀρχαιολόγος καὶ μέλος τῆς Ἀκαδημίας τοῦ Μονάχου κ. Βύτιερ, ὅπως συνεννοηθῇ μετὰ τῆς Ἀρχαιολογικῆς Ἑταιρείας περὶ τῶν ἀνασκαφῶν, αἵτινες θὰ ἐνεργηθῶσι προσεχῶς εἰς Σάμον. — [371, 922, 658, 988]
article-paragraph: Ἡ σύνταξις ἑνὸς Ἕλληνος ἐργάτου δὲν ὑπερβαίνει τὰ 8 δολλάρια τὴν ἑβδομάδα, ἐκ τῶν ὁποίων δύναται νὰ ἀποταμιεύσῃ τὸ ἥμισυ. — [873, 1326, 1070, 1392]
article-paragraph: Οἱ ὀικονόμοι Ἕλληνες γράφει ὁ κ. Παπαγγελόπουλος, οἱ μὴ γνωρίζοντες τὴν γλῶσσαν εὑρίσκονται εἰς τὴν ἀνάγκην νὰ ἐργάζονται εἰς τὰ σιδηρόδρομα καὶ εἰς τὰ ἐργοστάσια. — [873, 1245, 1070, 1324]
headline-karydi: ΤΟ ΒΟΥΛΕΥΜΑ ΤΟΥ ΚΑΡΥΔΗ — [408, 796, 621, 815]
article-paragraph: Ἡ ἐπιτροπὴ κατὰ τὴν δοθεῖσαν αὐτῇ τελευταίαν παράτασιν προθεσμίας, ὀφείλει νὰ ὑποβάλῃ εἰς τὸ ὑπουργεῖον τὸ ἀποτέλεσμα τῶν μελετῶν της μέχρι τῆς 10ης ἐρχομένου. — [371, 445, 658, 498]
headline-dasos: ΣΥΛΛΗΨΙΣ ΔΑΣΤΟΥ — [1367, 1070, 1510, 1089]
article-paragraph: Ὁ Ρίζος κατέθηκε πλεῖστα σχετικὰ μὲ τὴν δρᾶσιν τοῦ Τατάρτσιεφ ἐν Θεσσαλονίκῃ ὡς καὶ τὰς ἐνεργείας αὐτοῦ κατὰ τῶν Ἑλλήνων ὡς διευθυντοῦ τοῦ ἐκτελεστικοῦ τμήματος τοῦ ἐν Σόφιᾳ βολοφονικοῦ κομιτάτου. — [873, 98, 1070, 190]
article-paragraph: Ἐν Λαμίᾳ Ν. Παπαχωντανήῳ. — [106, 952, 268, 965]
section-rule — [873, 1030, 1070, 1031]
article-paragraph: Ὁ ἰδιοκτήτης ὅμως παρεκάλεσε ὅπως δοθῇ εἰς αὐτὸν προθεσμία τινὰ μέχρι νὰ ληφθῇ ἀπόφασις. — [1089, 1252, 1306, 1291]
gossip-line: — «Στέσου μιὰ στιγμή, ρὲ Κέτσο.» Πῶς θὰ μοιρασθοῦν; εἶπες ὅτι τοῦ Γέρου τοῦ βάζεις … — [94, 143, 352, 169]
article-paragraph: Ἐν Βόλῳ παρὰ τῷ ἐκδότῃ Κ. Παρασκευοπούλῳ, εἰς δν οἱ ἀγοράζοντες χονδρικῶς δύνανται νὰ εὕρωσι λίαν ἐπωφελεῖς ὅρους. — [94, 998, 352, 1050]
gossip-line: — «Βάλ' τον μὰ χαμμιά» ἐννενηνταρὰ !» — [106, 98, 327, 110]
article-paragraph: Κατόπιν τῆς ὑποδείξεως τοῦ κ. Δημάρχου ἀπεκρίθη ὁ κ. Γεννηδάρης ὅτι τὰ ἐρείπια θὰ κατεδαφισθῶσιν ἐντὸς ὀλίγου. — [1089, 1042, 1306, 1095]
article-paragraph: Ἤτοι ἐφέτος ἐπὶ πλέον 3,327 ὀκάδες καπνοῦ, εἰσπραχθέντων δὲ δραχμαὶ 32,802. — [371, 1362, 658, 1388]
article-paragraph: Περὶ τὴν 10 πρωΐαν ὥραν τῆς χθὲς ὁ συλληφθεὶς Βούλγαρος ὑπεβλήθη εἰς ἀνάκρισιν. Ἐδήλωσε ὅτι εἶνε ἔμπορος καὶ ἦλθε διὰ ἐργασίας εἰς Ἀθήνας. — [1325, 518, 1552, 571]
article-paragraph: Κατηρτίσθη καὶ ἀπεστάλη εἰς τὴν Κοινοβουλευτικὴν πρὸς ὑπογραφὴν παρὰ τοῦ Βασιλέως διάταγμα, δι' οὗ ὁριζομένοις οἱ μέλλοντες νὰ καταταχθῶσιν εἰς τὸ τμῆμα τῆς Ζωγραφικῆς τοῦ Πολυτεχνείου, νὰ προσαγάγωσιν εἰς τὴν Διεύθυνσιν αὐτοῦ ἀπολυτήριον Σχολαρχείου. — [371, 701, 658, 780]
section-rule — [371, 315, 658, 316]
headline-eidopoiisis-2: ΕΙΔΟΠΟΙΗΣΙΣ — [173, 1799, 273, 1818]
article-paragraph: Κατὰ δὲ τὸν ἀντίστοιχον μῆνα τοῦ 1901, εἰσεπράχθησαν 107,255 ὀκάδες καπνοῦ, εἰσπραχθέντος τελῶν δρ. 1.103,455. — [371, 1321, 658, 1360]
column-1 — [88, 98, 358, 2198]
article-paragraph: ΔΗΜΟΣΘ. ΑΝΔΡΕΑΔΟΥ ἀριστούχου δημοδιδασκάλου. Γραμματικὴ τῆς ἑλληνικῆς γλώσσης πρὸς χρῆσιν τῶν δημοτικῶν σχολείων καὶ παρθεναγωγείων λεπτὰ 60. — [94, 530, 352, 582]
section-title-block — [364, 98, 861, 170]
gossip-line: — Ἴδιως ἐκδιώκουν εἰς τὰς ἐξοχὰς ὅπου ἀνεζητοῦν σκοπίδια. — [94, 361, 352, 387]
article-paragraph: Ἐκ τούτου μὲν ἦμεν ἐξακολουθεῖ τοῦ κ. Γενηδάρη τὴν ἀπάντησιν, διότι ὁ λόγος, εἶπεν, δι' ὃν δὲν ἀνηγέρθη τὸ μέγαρον εἶνε ὅτι ἡ ἀνέγερσις θὰ ἀπαιτήσῃ μεγάλας δαπάνας. — [1089, 1129, 1306, 1195]
article-paragraph: Χθὲς ὁ δήμαρχος κ. Σπ. Μερκούρης μετὰ τοῦ ἐπιστάτου τοῦ φωτισμοῦ τῆς πόλεως κ. Κορνιλάκη καὶ μετὰ τοῦ διευθυντοῦ τῆς ἑταιρείας τοῦ Ἀεριόφωτος κ. Δουκάκη ἐπεσκέφθησαν τὰς ὁδοὺς τῆς πόλεως, αἱ ὁποῖαι θὰ φωτισθῶσιν διὰ τῶν νέων ἠλεκτρικῶν λαμπτήρων. — [1089, 270, 1306, 375]
headline-metanastai: Ο ΒΙΟΣ ΤΩΝ ΜΕΤΑΝΑΣΤΩΝ — [904, 1039, 1039, 1084]
headline-voulgaria: ΑΙ ΕΚΛΟΓΑΙ ΤΗΣ ΒΟΥΛΓΑΡΙΑΣ — [677, 591, 854, 608]
headline-praktoreion: ΠΡΑΚΤΟΡΕΙΟΝ ΤΩΝ ΕΦΗΜΕΡΙΔΩΝ — [96, 1095, 350, 1114]
headline-kapnos: ΑΙ ΕΙΣΠΡΑΞΕΙΣ ΕΚ ΤΟΥ ΚΑΠΝΟΥ — [371, 1230, 658, 1247]
article-paragraph: Οὐδεμία ἄλλη πληροφορία προσετέθη εἰς τὰς ἤδη γνωστὰς μας. — [677, 1630, 854, 1669]
headline-foitisis-sub: ΕΝ ΤΩ ΠΟΛΥΤΕΧΝΕΙΩ — [434, 678, 595, 697]
headline-pilopoioi: ΤΟ ΖΗΤΗΜΑ ΤΩΝ ΠΙΛΟΠΟΙΩΝ — [886, 699, 1057, 714]
